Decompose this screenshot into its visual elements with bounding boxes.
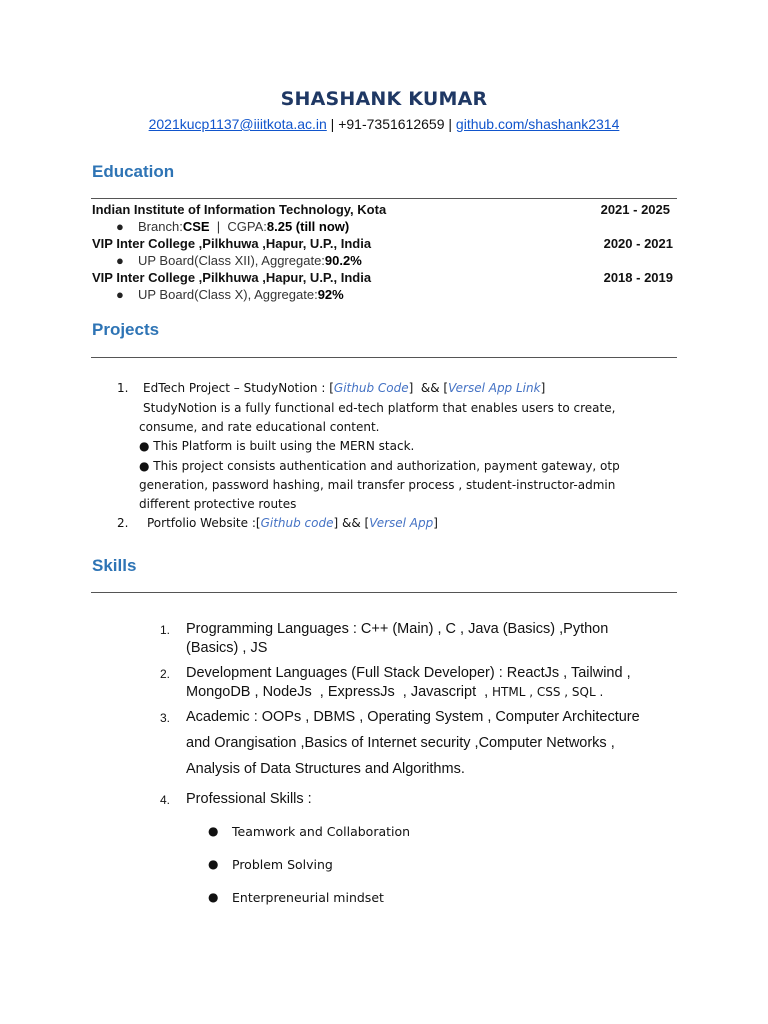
versel-app-link[interactable]: Versel App (369, 516, 434, 530)
education-detail: ● UP Board(Class XII), Aggregate:90.2% (116, 253, 362, 268)
projects-heading: Projects (92, 320, 160, 339)
skill-number: 3. (160, 711, 171, 725)
project-number: 1. (117, 381, 129, 395)
bullet-icon: ● (116, 253, 124, 268)
project-bullet: ● This Platform is built using the MERN stack. (139, 439, 415, 453)
education-heading: Education (92, 162, 175, 181)
project-description: StudyNotion is a fully functional ed-tech platform that enables users to create, (143, 401, 616, 415)
bullet-icon: ● (208, 890, 219, 904)
bullet-icon: ● (116, 219, 124, 234)
project-number: 2. (117, 516, 129, 530)
email-link[interactable]: 2021kucp1137@iiitkota.ac.in (148, 116, 327, 132)
bullet-icon: ● (116, 287, 124, 302)
project-title: EdTech Project – StudyNotion : [ (143, 381, 334, 395)
project-bullet: different protective routes (139, 497, 297, 511)
project-title-line: Portfolio Website :[Github code] && [Versel App] (147, 516, 438, 530)
phone-number: +91-7351612659 (338, 116, 445, 132)
education-years: 2020 - 2021 (603, 236, 673, 251)
section-divider (91, 592, 677, 593)
versel-app-link[interactable]: Versel App Link (448, 381, 541, 395)
section-divider (91, 198, 677, 199)
institution-name: VIP Inter College ,Pilkhuwa ,Hapur, U.P., India (92, 270, 372, 285)
institution-name: VIP Inter College ,Pilkhuwa ,Hapur, U.P., India (92, 236, 372, 251)
skills-heading: Skills (92, 556, 137, 575)
bullet-icon: ● (208, 857, 219, 871)
project-title: Portfolio Website :[ (147, 516, 261, 530)
project-bullet: generation, password hashing, mail transfer process , student-instructor-admin (139, 478, 616, 492)
bullet-icon: ● (208, 824, 219, 838)
education-detail: ● Branch:CSE | CGPA:8.25 (till now) (116, 219, 350, 234)
resume-page: SHASHANK KUMAR 2021kucp1137@iiitkota.ac.in | +91-7351612659 | github.com/shashank2314 Education Indian Institute of Information Technology, Kota 2021 - 2025 ● Branch:CSE | CGPA:8.25 (till now) VIP Inter College ,Pilkhuwa ,Hapur, U.P., India 2020 - 2021 ● UP Board(Class XII), Aggregate:90.2% VIP Inter College ,Pilkhuwa ,Hapur, U.P., India 2018 - 2019 ● UP Board(Class X), Aggregate:92% Projects 1. EdTech Project – StudyNotion : [Github Code] && [Versel App Link] StudyNotion is a fully functional ed-tech platform that enables users to create, consume, and rate educational content. ● This Platform is built using the MERN stack. ● This project consists authentication and authorization, payment gateway, otp generation, password hashing, mail transfer process , student-instructor-admin different protective routes 2. Portfolio Website :[Github code] && [Versel App] Skills 1. Programming Languages : C++ (Main) , C , Java (Basics) ,Python (Basics) , JS 2. Development Languages (Full Stack Developer) : ReactJs , Tailwind , MongoDB , NodeJs , ExpressJs , Javascript , HTML , CSS , SQL . 3. Academic : OOPs , DBMS , Operating System , Computer Architecture and Orangisation ,Basics of Internet security ,Computer Networks , Analysis of Data Structures and Algorithms. 4. Professional Skills : ● Teamwork and Collaboration ● Problem Solving ● Enterpreneurial mindset (0, 0, 768, 1024)
project-title-line: EdTech Project – StudyNotion : [Github Code] && [Versel App Link] (143, 381, 546, 395)
institution-name: Indian Institute of Information Technology, Kota (92, 202, 387, 217)
project-description: consume, and rate educational content. (139, 420, 380, 434)
contact-separator: | (444, 116, 456, 132)
github-link[interactable]: github.com/shashank2314 (455, 116, 620, 132)
skill-number: 2. (160, 667, 171, 681)
candidate-name: SHASHANK KUMAR (280, 88, 488, 110)
skill-number: 4. (160, 793, 171, 807)
contact-separator: | (326, 116, 339, 132)
project-bullet: ● This project consists authentication and authorization, payment gateway, otp (139, 459, 620, 473)
education-years: 2021 - 2025 (600, 202, 670, 217)
github-code-link[interactable]: Github Code (333, 381, 409, 395)
education-detail: ● UP Board(Class X), Aggregate:92% (116, 287, 344, 302)
skill-number: 1. (160, 623, 171, 637)
github-code-link[interactable]: Github code (260, 516, 334, 530)
education-years: 2018 - 2019 (603, 270, 673, 285)
contact-line (0, 116, 768, 132)
section-divider (91, 357, 677, 358)
